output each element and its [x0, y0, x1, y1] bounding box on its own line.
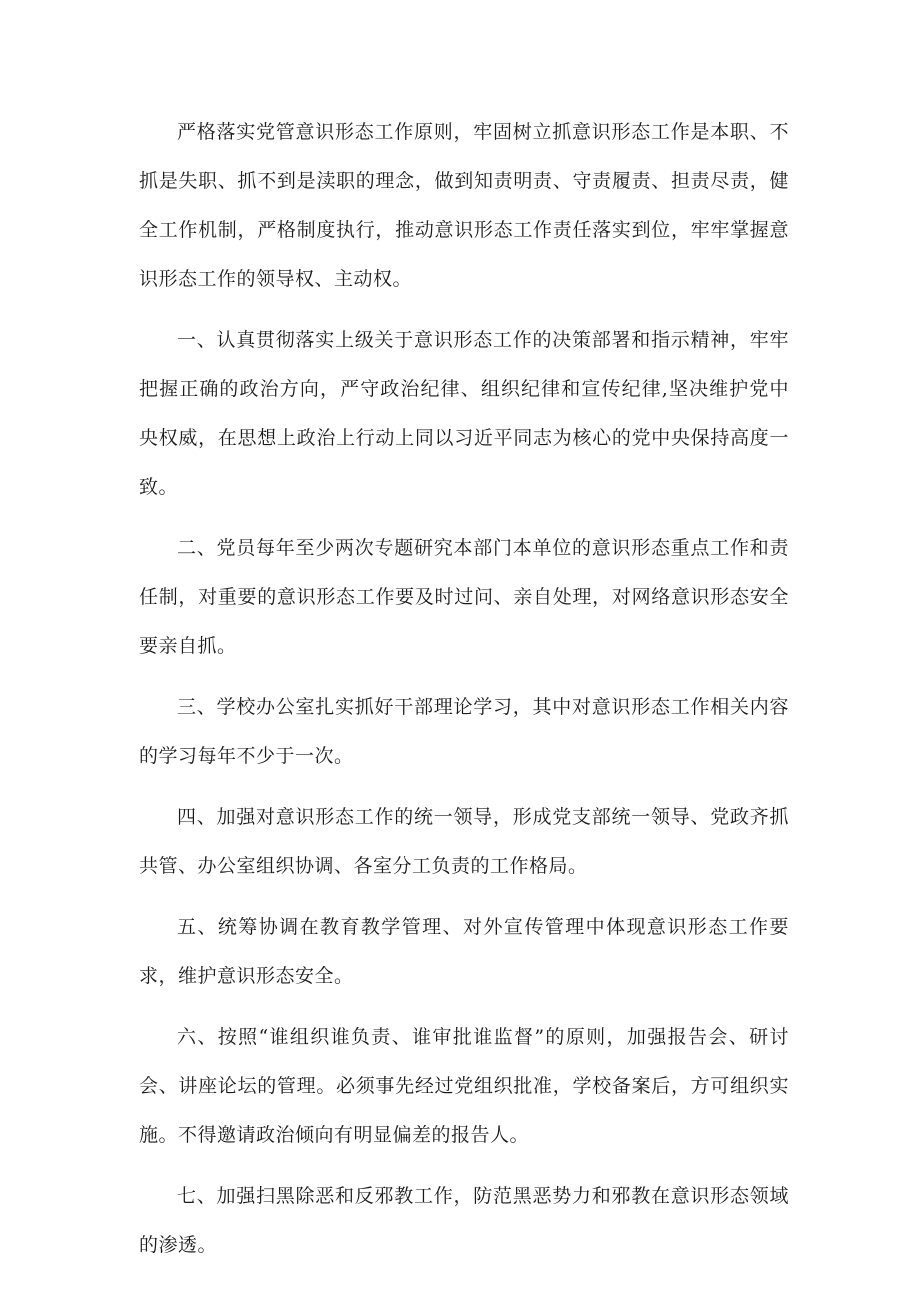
- intro-paragraph: 严格落实党管意识形态工作原则，牢固树立抓意识形态工作是本职、不抓是失职、抓不到是渎职的理念，做到知责明责、守责履责、担责尽责，健全工作机制，严格制度执行，推动意识形态工作责任落实到位，牢牢掌握意识形态工作的领导权、主动权。: [139, 121, 789, 290]
- item-paragraph-3: 三、学校办公室扎实抓好干部理论学习，其中对意识形态工作相关内容的学习每年不少于一次。: [139, 696, 789, 767]
- document-body: [139, 108, 789, 1282]
- item-paragraph-1: 一、认真贯彻落实上级关于意识形态工作的决策部署和指示精神，牢牢把握正确的政治方向，严守政治纪律、组织纪律和宣传纪律,坚决维护党中央权威，在思想上政治上行动上同以习近平同志为核心的党中央保持高度一致。: [139, 329, 789, 498]
- item-paragraph-5: 五、统筹协调在教育教学管理、对外宣传管理中体现意识形态工作要求，维护意识形态安全。: [139, 916, 789, 987]
- item-paragraph-4: 四、加强对意识形态工作的统一领导，形成党支部统一领导、党政齐抓共管、办公室组织协调、各室分工负责的工作格局。: [139, 806, 789, 877]
- item-paragraph-7: 七、加强扫黑除恶和反邪教工作，防范黑恶势力和邪教在意识形态领域的渗透。: [139, 1185, 789, 1256]
- item-paragraph-6: 六、按照“谁组织谁负责、谁审批谁监督”的原则，加强报告会、研讨会、讲座论坛的管理。必须事先经过党组织批准，学校备案后，方可组织实施。不得邀请政治倾向有明显偏差的报告人。: [139, 1026, 789, 1146]
- item-paragraph-2: 二、党员每年至少两次专题研究本部门本单位的意识形态重点工作和责任制，对重要的意识形态工作要及时过问、亲自处理，对网络意识形态安全要亲自抓。: [139, 537, 789, 657]
